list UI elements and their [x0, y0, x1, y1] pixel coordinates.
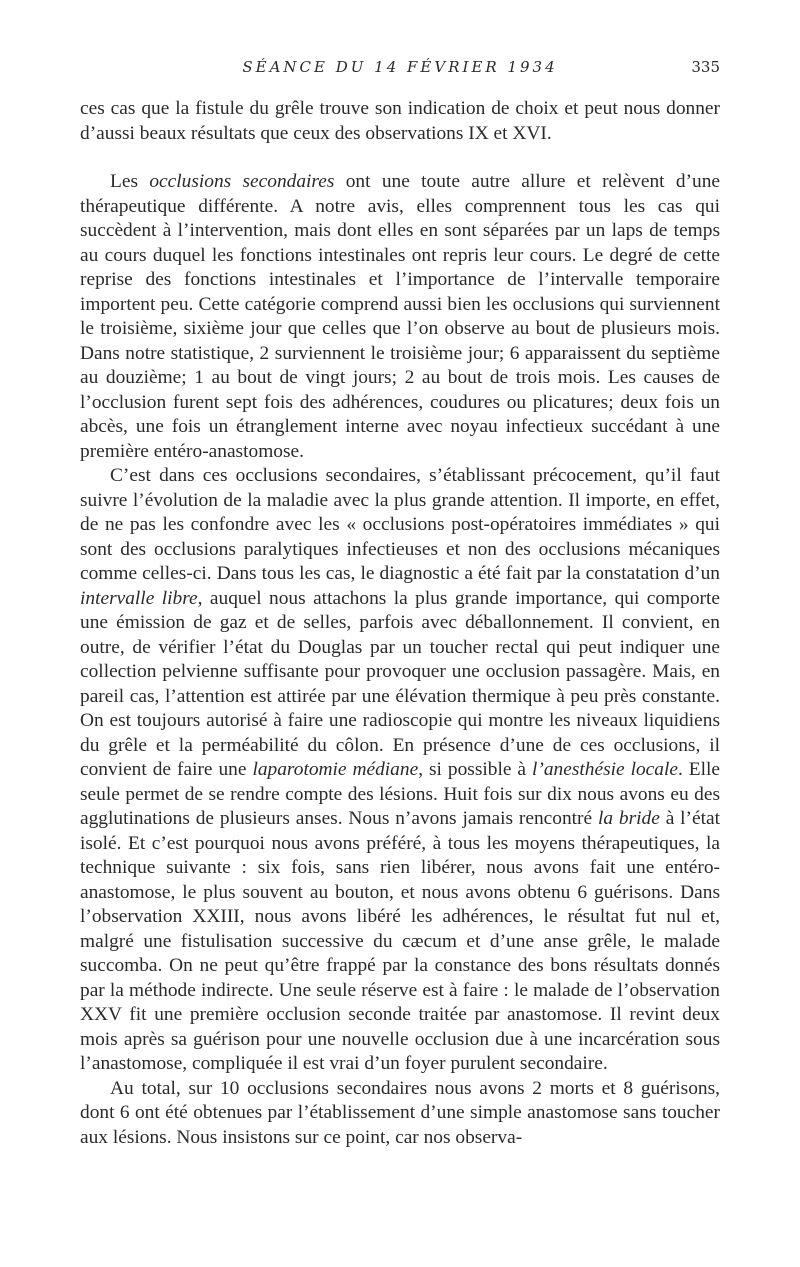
- italic-term: laparotomie médiane: [252, 759, 419, 780]
- paragraph-diagnostic: [80, 464, 720, 1077]
- text-segment: . Elle seule permet de se rendre compte des lésions. Huit fois sur dix nous avons eu des agglutinations de plusieurs anses. Nous n’avons jamais rencontré: [80, 759, 721, 829]
- running-title: SÉANCE DU 14 FÉVRIER 1934: [242, 58, 558, 76]
- text-segment: à l’état isolé. Et c’est pourquoi nous avons préféré, à tous les moyens thérapeutiques, la technique suivante : six fois, sans rien libérer, nous avons fait une entéro-anastomose, le plus souvent au bouton, et nous avons obtenu 6 guérisons. Dans l’observation XXIII, nous avons libéré les adhérences, le résultat fut nul et, malgré une fistulisation successive du cæcum et d’une anse grêle, le malade succomba. On ne peut qu’être frappé par la constance des bons résultats donnés par la méthode indirecte. Une seule réserve est à faire : le malade de l’observation XXV fit une première occlusion seconde traitée par anastomose. Il revint deux mois après sa guérison pour une nouvelle occlusion due à une incarcération sous l’anastomose, compliquée il est vrai d’un foyer purulent secondaire.: [80, 808, 720, 1074]
- italic-term: l’anesthésie locale: [532, 759, 678, 780]
- running-header: [80, 58, 720, 88]
- paragraph-continuation: [80, 97, 720, 146]
- text-segment: Au total, sur 10 occlusions secondaires nous avons 2 morts et 8 guérisons, dont 6 ont été obtenues par l’établissement d’une simple anastomose sans toucher aux lésions. Nous insistons sur ce point, car nos observa-: [80, 1077, 720, 1148]
- text-segment: , auquel nous attachons la plus grande importance, qui comporte une émission de gaz et de selles, parfois avec déballonnement. Il convient, en outre, de vérifier l’état du Douglas par un toucher rectal qui peut indiquer une collection pelvienne suffisante pour provoquer une occlusion passagère. Mais, en pareil cas, l’attention est attirée par une élévation thermique à peu près constante. On est toujours autorisé à faire une radioscopie qui montre les niveaux liquidiens du grêle et la perméabilité du côlon. En présence d’une de ces occlusions, il convient de faire une: [80, 587, 720, 780]
- italic-term: intervalle libre: [80, 587, 198, 609]
- body-text: [80, 97, 720, 1150]
- text-segment: , si possible à: [418, 759, 532, 780]
- text-segment: ont une toute autre allure et relèvent d’une thérapeutique différente. A notre avis, elles comprennent tous les cas qui succèdent à l’intervention, mais dont elles en sont séparées par un laps de temps au cours duquel les fonctions intestinales ont repris leur cours. Le degré de cette reprise des fonctions intestinales et l’importance de l’intervalle temporaire importent peu. Cette catégorie comprend aussi bien les occlusions qui surviennent le troisième, sixième jour que celles que l’on observe au bout de plusieurs mois. Dans notre statistique, 2 surviennent le troisième jour; 6 apparaissent du septième au douzième; 1 au bout de vingt jours; 2 au bout de trois mois. Les causes de l’occlusion furent sept fois des adhérences, coudures ou plicatures; deux fois un abcès, une fois un étranglement interne avec noyau infectieux succédant à une première entéro-anastomose.: [80, 171, 720, 462]
- text-segment: ces cas que la fistule du grêle trouve son indication de choix et peut nous donner d’aussi beaux résultats que ceux des observations IX et XVI.: [80, 98, 720, 144]
- text-segment: Les: [110, 171, 150, 192]
- italic-term: la bride: [597, 808, 660, 829]
- paragraph-total: [80, 1077, 720, 1151]
- page-number: 335: [691, 58, 720, 76]
- paragraph-occlusions-secondaires: [80, 170, 720, 464]
- text-segment: C’est dans ces occlusions secondaires, s’établissant précocement, qu’il faut suivre l’évolution de la maladie avec la plus grande attention. Il importe, en effet, de ne pas les confondre avec les « occlusions post-opératoires immédiates » qui sont des occlusions paralytiques infectieuses et non des occlusions mécaniques comme celles-ci. Dans tous les cas, le diagnostic a été fait par la constatation d’un: [80, 465, 720, 584]
- italic-term: occlusions secondaires: [149, 171, 335, 192]
